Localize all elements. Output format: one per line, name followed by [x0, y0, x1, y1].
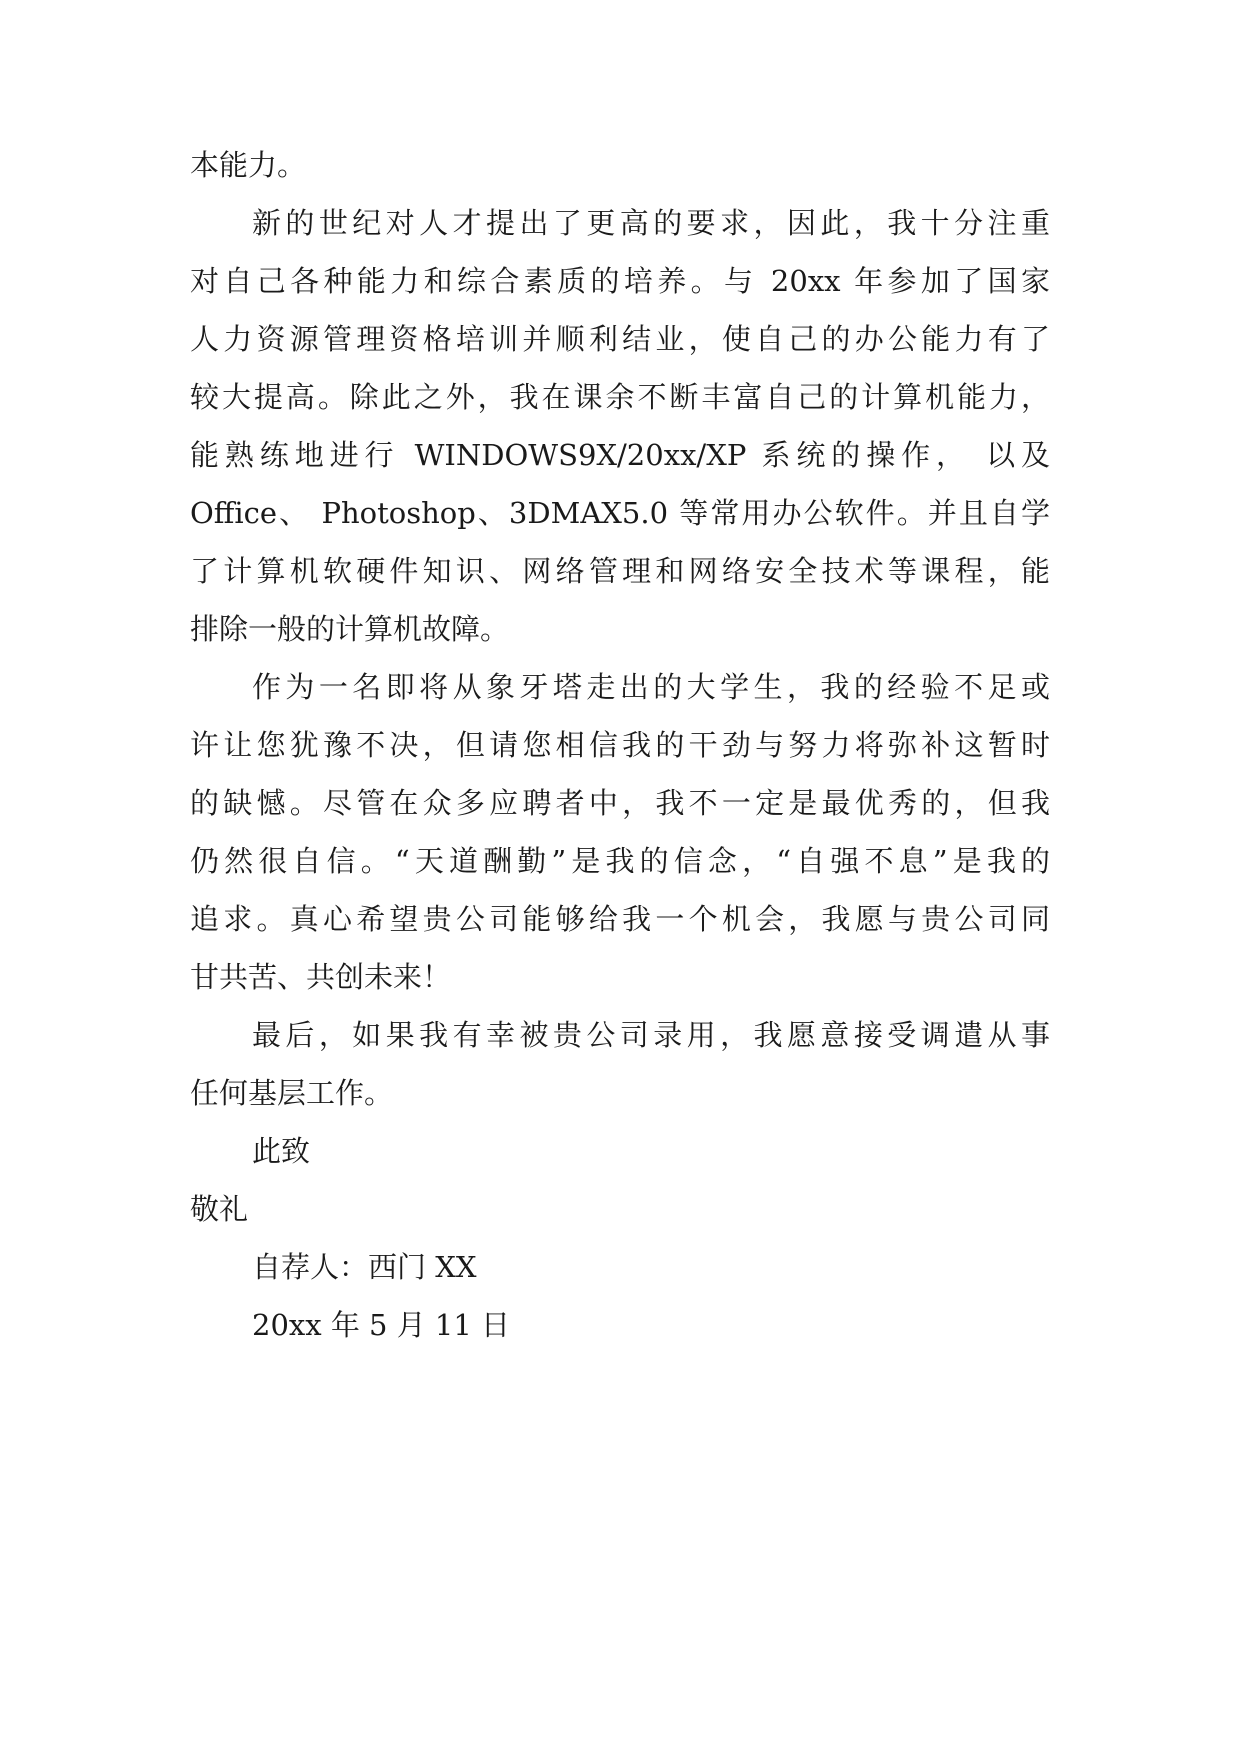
- signature: 自荐人：西门 XX: [252, 1250, 477, 1284]
- paragraph-2-line-3: 人力资源管理资格培训并顺利结业，使自己的办公能力有了: [190, 322, 1050, 356]
- paragraph-2-line-1: 新的世纪对人才提出了更高的要求，因此，我十分注重: [252, 206, 1050, 240]
- paragraph-4-line-2: 任何基层工作。: [190, 1076, 394, 1110]
- closing-salutation: 此致: [252, 1134, 311, 1168]
- paragraph-2-line-8: 排除一般的计算机故障。: [190, 612, 510, 646]
- paragraph-2-line-5: 能熟练地进行 WINDOWS9X/20xx/XP 系统的操作， 以及: [190, 438, 1050, 472]
- paragraph-2-line-4: 较大提高。除此之外，我在课余不断丰富自己的计算机能力，: [190, 380, 1050, 414]
- paragraph-3-line-2: 许让您犹豫不决，但请您相信我的干劲与努力将弥补这暂时: [190, 728, 1050, 762]
- paragraph-2-line-6: Office、 Photoshop、3DMAX5.0 等常用办公软件。并且自学: [190, 496, 1050, 530]
- paragraph-2-line-7: 了计算机软硬件知识、网络管理和网络安全技术等课程，能: [190, 554, 1050, 588]
- paragraph-3-line-5: 追求。真心希望贵公司能够给我一个机会，我愿与贵公司同: [190, 902, 1050, 936]
- paragraph-1-line-1: 本能力。: [190, 148, 307, 182]
- paragraph-3-line-1: 作为一名即将从象牙塔走出的大学生，我的经验不足或: [252, 670, 1050, 704]
- paragraph-3-line-3: 的缺憾。尽管在众多应聘者中，我不一定是最优秀的，但我: [190, 786, 1050, 820]
- closing-regards: 敬礼: [190, 1192, 249, 1226]
- paragraph-3-line-4: 仍然很自信。“天道酬勤”是我的信念，“自强不息”是我的: [190, 844, 1050, 878]
- paragraph-3-line-6: 甘共苦、共创未来！: [190, 960, 452, 994]
- paragraph-2-line-2: 对自己各种能力和综合素质的培养。与 20xx 年参加了国家: [190, 264, 1050, 298]
- signature-date: 20xx 年 5 月 11 日: [252, 1308, 511, 1342]
- paragraph-4-line-1: 最后，如果我有幸被贵公司录用，我愿意接受调遣从事: [252, 1018, 1050, 1052]
